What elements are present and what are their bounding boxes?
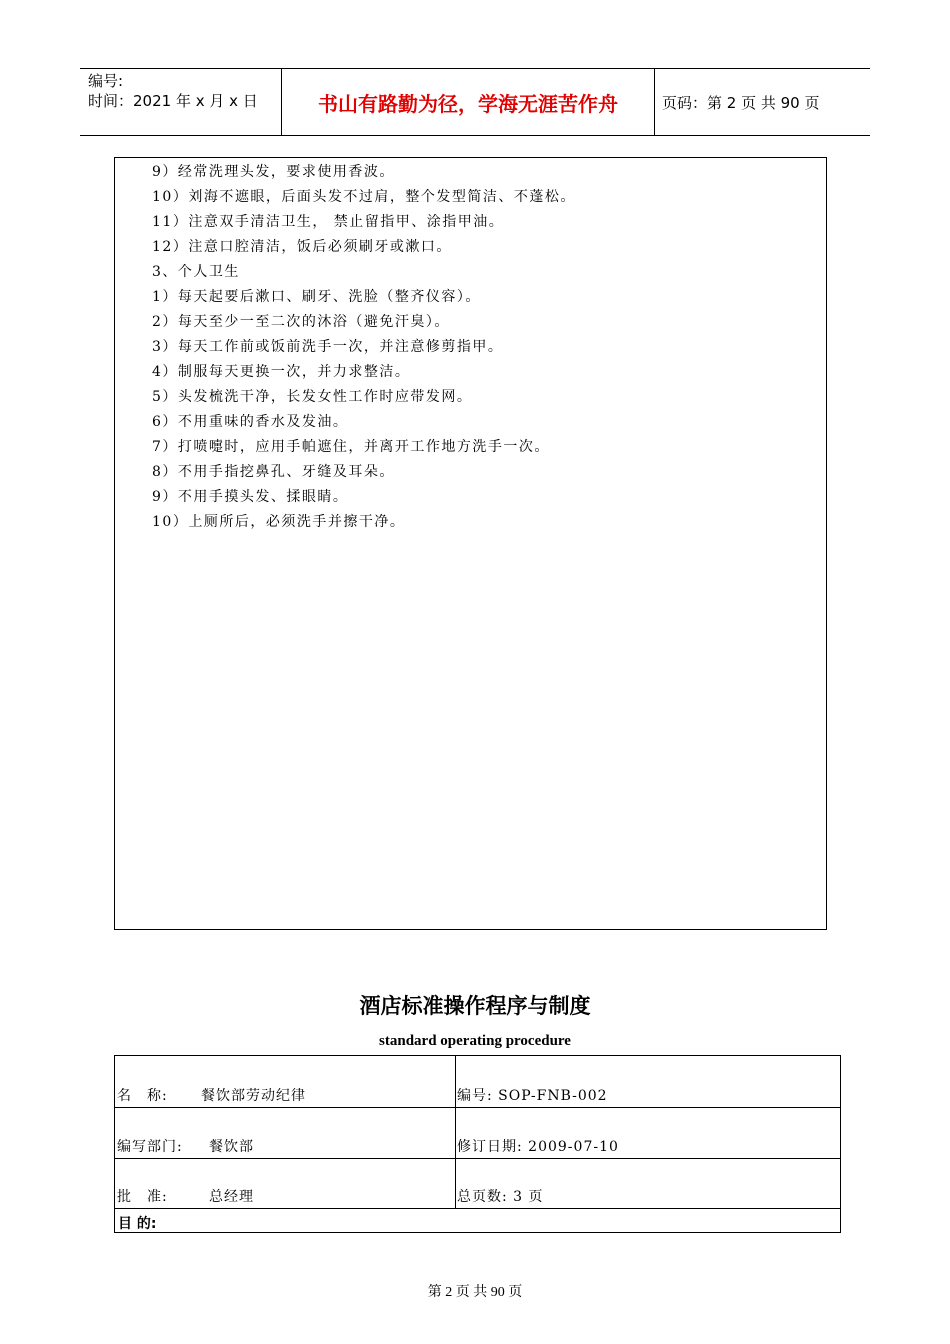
section-heading: 3、个人卫生 <box>152 264 240 280</box>
header-divider-2 <box>654 68 655 136</box>
list-item: 1）每天起要后漱口、刷牙、洗脸（整齐仪容）。 <box>152 289 481 305</box>
header-date: 时间：2021 年 x 月 x 日 <box>88 92 258 110</box>
revision-label: 修订日期: <box>457 1139 523 1155</box>
content-list <box>152 160 576 535</box>
info-table <box>114 1055 841 1233</box>
header-meta <box>88 68 280 136</box>
dept-value: 餐饮部 <box>209 1139 254 1155</box>
approve-cell <box>117 1186 254 1206</box>
approve-label: 批 准: <box>117 1189 168 1205</box>
list-item: 3）每天工作前或饭前洗手一次，并注意修剪指甲。 <box>152 339 504 355</box>
list-item: 10）上厕所后，必须洗手并擦干净。 <box>152 514 406 530</box>
list-item: 5）头发梳洗干净，长发女性工作时应带发网。 <box>152 389 473 405</box>
header-motto: 书山有路勤为径，学海无涯苦作舟 <box>318 91 618 116</box>
page-footer: 第 2 页 共 90 页 <box>427 1285 523 1300</box>
table-row-divider <box>115 1208 840 1209</box>
pages-value: 3 页 <box>513 1189 544 1205</box>
list-item: 11）注意双手清洁卫生， 禁止留指甲、涂指甲油。 <box>152 214 505 230</box>
code-value: SOP-FNB-002 <box>498 1088 608 1104</box>
list-item: 12）注意口腔清洁，饭后必须刷牙或漱口。 <box>152 239 452 255</box>
purpose-label: 目 的: <box>118 1216 157 1232</box>
code-cell <box>457 1085 608 1105</box>
list-item: 6）不用重味的香水及发油。 <box>152 414 349 430</box>
list-item: 4）制服每天更换一次，并力求整洁。 <box>152 364 411 380</box>
name-label: 名 称: <box>117 1088 168 1104</box>
document-subtitle: standard operating procedure <box>379 1033 571 1049</box>
table-col-divider <box>455 1056 456 1209</box>
pages-label: 总页数: <box>457 1189 508 1205</box>
list-item: 8）不用手指挖鼻孔、牙缝及耳朵。 <box>152 464 395 480</box>
header-code-label: 编号: <box>88 72 124 90</box>
name-cell <box>117 1085 306 1105</box>
header-page-info: 页码：第 2 页 共 90 页 <box>662 93 820 112</box>
approve-value: 总经理 <box>209 1189 254 1205</box>
list-item: 9）不用手摸头发、揉眼睛。 <box>152 489 349 505</box>
document-title: 酒店标准操作程序与制度 <box>359 994 591 1018</box>
list-item: 2）每天至少一至二次的沐浴（避免汗臭）。 <box>152 314 450 330</box>
list-item: 9）经常洗理头发，要求使用香波。 <box>152 164 395 180</box>
list-item: 10）刘海不遮眼，后面头发不过肩，整个发型简洁、不蓬松。 <box>152 189 576 205</box>
table-row-divider <box>115 1107 840 1108</box>
name-value: 餐饮部劳动纪律 <box>201 1088 306 1104</box>
table-row-divider <box>115 1158 840 1159</box>
dept-cell <box>117 1136 254 1156</box>
dept-label: 编写部门: <box>117 1139 183 1155</box>
revision-cell <box>457 1136 619 1156</box>
pages-cell <box>457 1186 544 1206</box>
revision-value: 2009-07-10 <box>528 1139 619 1155</box>
code-label: 编号: <box>457 1088 493 1104</box>
list-item: 7）打喷嚏时，应用手帕遮住，并离开工作地方洗手一次。 <box>152 439 550 455</box>
